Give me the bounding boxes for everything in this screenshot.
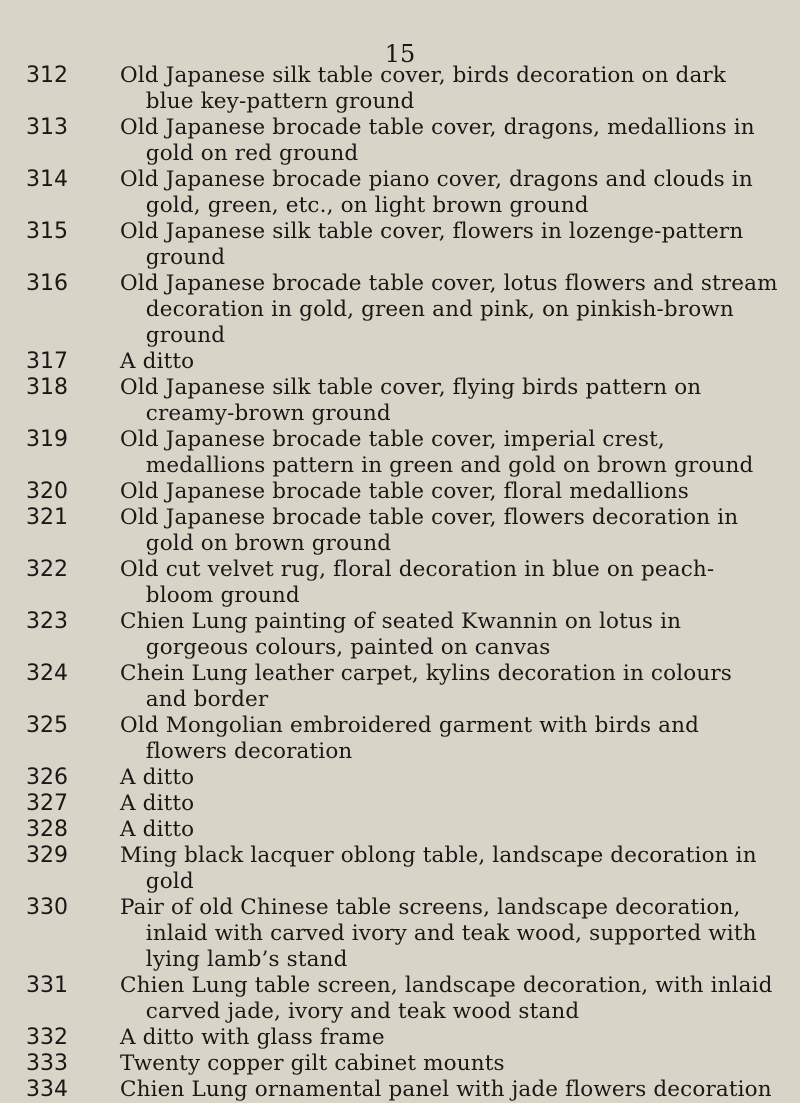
lot-number: 320	[26, 479, 68, 504]
lot-entry	[0, 427, 800, 479]
lot-description: Old Mongolian embroidered garment with birds and flowers decoration	[120, 713, 699, 764]
lot-description: Ming black lacquer oblong table, landscape decoration in gold	[120, 843, 757, 894]
lot-number: 315	[26, 219, 68, 244]
lot-description: A ditto	[120, 765, 195, 790]
lot-entry	[0, 479, 800, 505]
page-number: 15	[384, 40, 416, 68]
lot-entry	[0, 219, 800, 271]
lot-entry	[0, 843, 800, 895]
lot-number: 313	[26, 115, 68, 140]
lot-description: Old Japanese silk table cover, flowers in lozenge-pattern ground	[120, 219, 744, 270]
lot-description: Old Japanese brocade table cover, lotus flowers and stream decoration in gold, green and pink, on pinkish-brown ground	[120, 271, 778, 348]
lot-entry	[0, 791, 800, 817]
lot-number: 318	[26, 375, 68, 400]
lot-number: 328	[26, 817, 68, 842]
lot-description: A ditto with glass frame	[120, 1025, 385, 1050]
lot-number: 332	[26, 1025, 68, 1050]
lot-number: 314	[26, 167, 68, 192]
lot-entry	[0, 375, 800, 427]
lot-entry	[0, 505, 800, 557]
lot-entry	[0, 271, 800, 349]
lot-entry	[0, 817, 800, 843]
lot-description: A ditto	[120, 349, 195, 374]
lot-number: 312	[26, 63, 68, 88]
lot-description: Old Japanese brocade table cover, dragons, medallions in gold on red ground	[120, 115, 755, 166]
lot-entry	[0, 557, 800, 609]
lot-list	[0, 63, 800, 1103]
lot-description: Chien Lung ornamental panel with jade flowers decoration	[120, 1077, 772, 1102]
lot-description: Chien Lung table screen, landscape decoration, with inlaid carved jade, ivory and teak wood stand	[120, 973, 773, 1024]
lot-number: 326	[26, 765, 68, 790]
lot-description: A ditto	[120, 817, 195, 842]
lot-entry	[0, 349, 800, 375]
lot-number: 323	[26, 609, 68, 634]
lot-entry	[0, 713, 800, 765]
lot-entry	[0, 765, 800, 791]
lot-number: 330	[26, 895, 68, 920]
lot-description: A ditto	[120, 791, 195, 816]
lot-number: 331	[26, 973, 68, 998]
lot-number: 319	[26, 427, 68, 452]
lot-entry	[0, 609, 800, 661]
lot-description: Old Japanese brocade table cover, imperial crest, medallions pattern in green and gold on brown ground	[120, 427, 754, 478]
lot-entry	[0, 661, 800, 713]
lot-number: 321	[26, 505, 68, 530]
lot-description: Twenty copper gilt cabinet mounts	[120, 1051, 505, 1076]
lot-description: Chein Lung leather carpet, kylins decoration in colours and border	[120, 661, 732, 712]
lot-description: Old Japanese brocade table cover, floral medallions	[120, 479, 689, 504]
lot-number: 322	[26, 557, 68, 582]
lot-description: Old Japanese silk table cover, flying birds pattern on creamy-brown ground	[120, 375, 702, 426]
lot-description: Old Japanese brocade piano cover, dragons and clouds in gold, green, etc., on light brown ground	[120, 167, 753, 218]
lot-number: 324	[26, 661, 68, 686]
lot-number: 317	[26, 349, 68, 374]
lot-description: Pair of old Chinese table screens, landscape decoration, inlaid with carved ivory and teak wood, supported with lying lamb’s stand	[120, 895, 757, 972]
lot-number: 327	[26, 791, 68, 816]
lot-entry	[0, 973, 800, 1025]
lot-description: Old Japanese silk table cover, birds decoration on dark blue key-pattern ground	[120, 63, 727, 114]
lot-number: 316	[26, 271, 68, 296]
lot-description: Chien Lung painting of seated Kwannin on lotus in gorgeous colours, painted on canvas	[120, 609, 682, 660]
lot-entry	[0, 1051, 800, 1077]
lot-description: Old cut velvet rug, floral decoration in blue on peach-bloom ground	[120, 557, 715, 608]
lot-entry	[0, 1077, 800, 1103]
lot-entry	[0, 115, 800, 167]
lot-description: Old Japanese brocade table cover, flowers decoration in gold on brown ground	[120, 505, 739, 556]
lot-number: 334	[26, 1077, 68, 1102]
lot-entry	[0, 167, 800, 219]
lot-number: 325	[26, 713, 68, 738]
lot-entry	[0, 895, 800, 973]
lot-entry	[0, 1025, 800, 1051]
lot-number: 333	[26, 1051, 68, 1076]
lot-number: 329	[26, 843, 68, 868]
lot-entry	[0, 63, 800, 115]
